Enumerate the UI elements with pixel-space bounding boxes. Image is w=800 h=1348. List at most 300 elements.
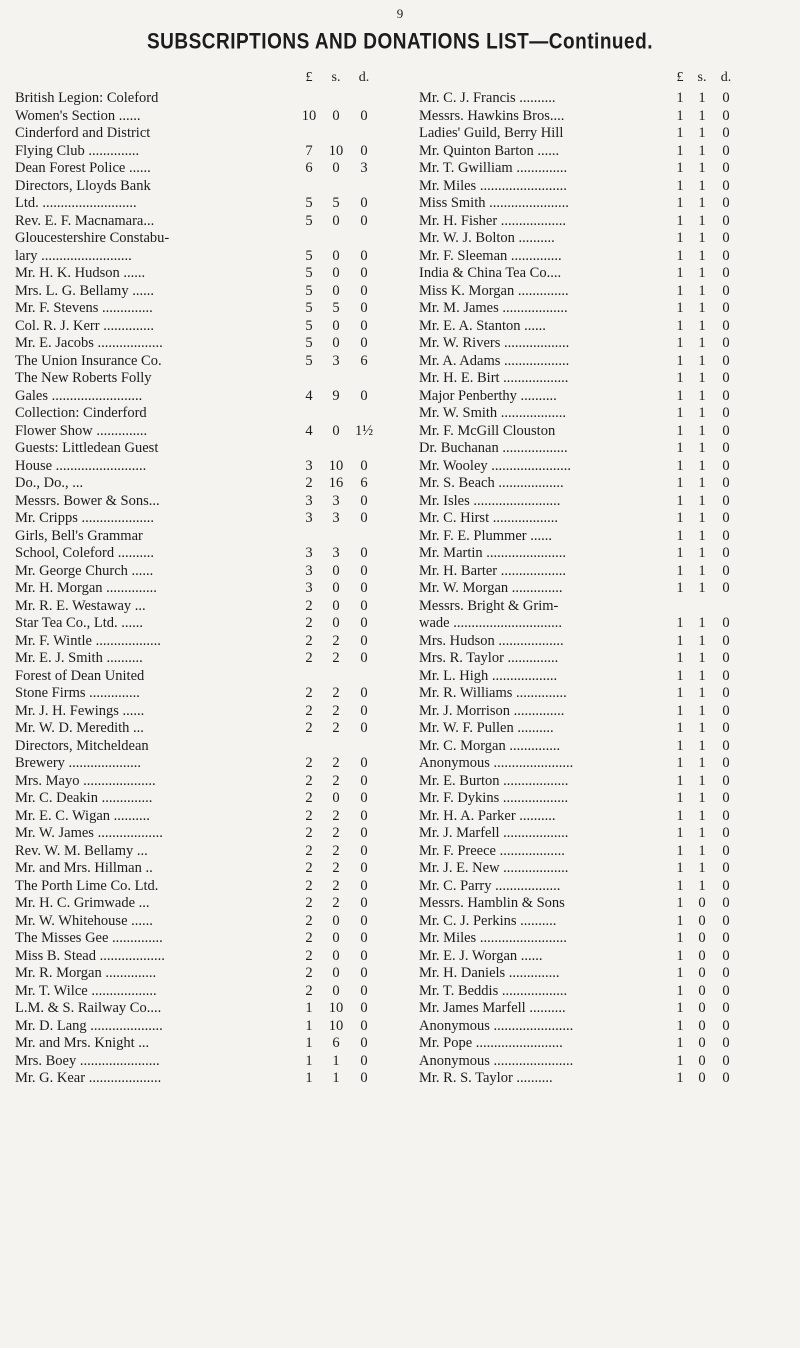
pounds-value: 1 [676, 772, 684, 789]
pounds-value: 5 [305, 352, 313, 369]
pence-value: 0 [360, 562, 368, 579]
donation-row [15, 213, 395, 231]
donor-name: Rev. E. F. Macnamara... [15, 212, 155, 229]
pence-value: 0 [360, 247, 368, 264]
donor-name: Miss B. Stead .................. [15, 947, 165, 964]
shillings-value: 2 [332, 650, 340, 666]
donation-row [15, 948, 395, 966]
donor-name: Mr. S. Beach .................. [419, 475, 564, 491]
pounds-value: 2 [305, 475, 313, 491]
donation-row [15, 423, 395, 441]
pence-value: 0 [722, 440, 730, 456]
pounds-value: 7 [305, 142, 313, 159]
pounds-value: 1 [676, 195, 684, 211]
donation-row [419, 685, 793, 703]
donation-row [15, 370, 395, 388]
shillings-value: 2 [332, 842, 340, 859]
pence-header: d. [720, 70, 732, 85]
donation-row [15, 860, 395, 878]
shillings-value: 1 [698, 667, 706, 684]
donor-name: Mr. G. Kear .................... [15, 1070, 162, 1086]
donor-name: Mr. H. Morgan .............. [15, 580, 157, 596]
donation-row [15, 458, 395, 476]
donation-row [419, 405, 793, 423]
donation-row [419, 615, 793, 633]
pence-value: 0 [722, 650, 730, 666]
pounds-value: 2 [305, 825, 313, 841]
shillings-value: 1 [698, 457, 706, 474]
donation-row [419, 895, 793, 913]
pence-header: d. [358, 70, 370, 85]
pence-value: 0 [722, 912, 730, 929]
donor-name: Mr. J. E. New .................. [419, 860, 569, 876]
pounds-value: 1 [676, 1052, 684, 1069]
shillings-value: 0 [332, 422, 340, 439]
donation-row [15, 615, 395, 633]
pounds-value: 3 [305, 457, 313, 474]
pence-value: 0 [722, 405, 730, 421]
pounds-value: 2 [305, 807, 313, 824]
donor-name: lary ......................... [15, 247, 132, 264]
donor-name: Mr. F. Sleeman .............. [419, 247, 562, 264]
donor-name: wade .............................. [419, 615, 562, 631]
pence-value: 0 [722, 90, 730, 106]
pence-value: 0 [722, 790, 730, 806]
donation-row [419, 808, 793, 826]
shillings-value: 0 [332, 912, 340, 929]
donation-row [419, 370, 793, 388]
shillings-value: 1 [698, 842, 706, 859]
donation-row [15, 405, 395, 423]
pence-value: 0 [722, 300, 730, 316]
donor-name: Mr. W. Rivers .................. [419, 335, 570, 351]
donor-name: Mr. W. F. Pullen .......... [419, 720, 554, 736]
donor-name: British Legion: Coleford [15, 90, 159, 106]
donor-name: Mr. E. Jacobs .................. [15, 335, 163, 351]
pence-value: 0 [360, 265, 368, 281]
shillings-value: 0 [698, 1017, 706, 1034]
donor-name: Mr. H. K. Hudson ...... [15, 265, 146, 281]
donor-name: Mr. Miles ........................ [419, 930, 567, 946]
donation-row [419, 493, 793, 511]
donation-row [15, 1070, 395, 1088]
donor-name: Mr. H. Fisher .................. [419, 212, 567, 229]
shillings-value: 0 [332, 615, 340, 631]
pence-value: 6 [360, 352, 368, 369]
donor-name: Mr. W. Smith .................. [419, 405, 567, 421]
donation-row [15, 1000, 395, 1018]
pounds-value: 5 [305, 282, 313, 299]
donor-name: Messrs. Hawkins Bros.... [419, 107, 565, 124]
pounds-value: 4 [305, 387, 313, 404]
shillings-value: 2 [332, 685, 340, 701]
donor-name: Mr. R. Morgan .............. [15, 965, 157, 981]
pence-value: 0 [722, 930, 730, 946]
pounds-value: 1 [676, 370, 684, 386]
shillings-value: 0 [332, 265, 340, 281]
shillings-value: 1 [698, 440, 706, 456]
donation-row [419, 563, 793, 581]
pounds-value: 1 [676, 317, 684, 334]
pounds-value: 2 [305, 772, 313, 789]
pounds-value: 1 [676, 107, 684, 124]
pounds-value: 2 [305, 615, 313, 631]
shillings-header: s. [697, 70, 707, 85]
pounds-value: 1 [676, 615, 684, 631]
donor-name: Mr. H. Daniels .............. [419, 965, 560, 981]
pounds-value: 1 [676, 527, 684, 544]
pounds-value: 1 [676, 545, 684, 561]
donor-name: School, Coleford .......... [15, 545, 154, 561]
donation-row [419, 930, 793, 948]
pounds-value: 4 [305, 422, 313, 439]
pence-value: 0 [360, 755, 368, 771]
donation-row [15, 843, 395, 861]
pounds-value: 2 [305, 632, 313, 649]
pence-value: 0 [722, 1000, 730, 1016]
donation-row [15, 650, 395, 668]
donor-name: Mr. H. A. Parker .......... [419, 807, 556, 824]
pounds-value: 3 [305, 492, 313, 509]
pounds-value: 3 [305, 545, 313, 561]
donor-name: Mr. H. C. Grimwade ... [15, 895, 150, 911]
shillings-value: 0 [698, 947, 706, 964]
pounds-value: 1 [676, 230, 684, 246]
pounds-value: 1 [676, 895, 684, 911]
pounds-value: 1 [676, 125, 684, 141]
pounds-value: 1 [676, 212, 684, 229]
donor-name: Anonymous ...................... [419, 1052, 574, 1069]
pounds-value: 1 [676, 702, 684, 719]
pence-value: 0 [360, 580, 368, 596]
pounds-value: 2 [305, 755, 313, 771]
donor-name: Mr. C. J. Francis .......... [419, 90, 556, 106]
pounds-value: 1 [676, 562, 684, 579]
pence-value: 0 [722, 107, 730, 124]
pence-value: 0 [360, 195, 368, 211]
donation-row [15, 160, 395, 178]
donation-row [419, 580, 793, 598]
pounds-value: 1 [676, 982, 684, 999]
pence-value: 0 [722, 370, 730, 386]
shillings-value: 16 [328, 475, 344, 491]
shillings-value: 2 [332, 807, 340, 824]
pence-value: 0 [722, 422, 730, 439]
donor-name: Mr. C. J. Perkins .......... [419, 912, 557, 929]
shillings-value: 10 [328, 1000, 344, 1016]
pounds-value: 1 [305, 1070, 313, 1086]
donor-name: Women's Section ...... [15, 107, 141, 124]
donor-name: Mr. C. Parry .................. [419, 877, 561, 894]
donation-row [419, 125, 793, 143]
donor-name: Mr. E. A. Stanton ...... [419, 317, 546, 334]
donation-row [419, 668, 793, 686]
pence-value: 0 [360, 965, 368, 981]
pence-value: 0 [722, 895, 730, 911]
donor-name: Mr. F. Stevens .............. [15, 300, 153, 316]
pounds-value: 1 [676, 825, 684, 841]
pounds-value: 1 [676, 1070, 684, 1086]
donor-name: Messrs. Bower & Sons... [15, 492, 160, 509]
pence-value: 0 [722, 510, 730, 526]
shillings-value: 2 [332, 702, 340, 719]
donation-row [419, 650, 793, 668]
pounds-value: 1 [676, 160, 684, 176]
pounds-value: 2 [305, 947, 313, 964]
shillings-value: 1 [698, 492, 706, 509]
pence-value: 0 [360, 982, 368, 999]
donor-name: Mr. R. Williams .............. [419, 685, 567, 701]
pence-value: 0 [360, 615, 368, 631]
pounds-value: 1 [676, 790, 684, 806]
donor-name: Cinderford and District [15, 125, 151, 141]
shillings-value: 1 [698, 615, 706, 631]
donation-row [419, 983, 793, 1001]
donation-row [419, 965, 793, 983]
pounds-value: 1 [676, 510, 684, 526]
donation-row [15, 493, 395, 511]
donor-name: Forest of Dean United [15, 667, 145, 684]
pounds-value: 1 [676, 860, 684, 876]
donation-row [15, 283, 395, 301]
shillings-value: 0 [698, 1052, 706, 1069]
pence-value: 0 [360, 387, 368, 404]
donor-name: The Porth Lime Co. Ltd. [15, 877, 159, 894]
donor-name: Mrs. Mayo .................... [15, 772, 156, 789]
pence-value: 0 [360, 492, 368, 509]
donor-name: Mr. E. C. Wigan .......... [15, 807, 150, 824]
shillings-value: 1 [698, 860, 706, 876]
donor-name: Ladies' Guild, Berry Hill [419, 125, 564, 141]
donor-name: Mr. T. Beddis .................. [419, 982, 568, 999]
donor-name: Mr. Martin ...................... [419, 545, 567, 561]
pounds-value: 1 [676, 247, 684, 264]
pence-value: 0 [722, 825, 730, 841]
shillings-value: 0 [698, 930, 706, 946]
pounds-value: 1 [676, 265, 684, 281]
shillings-value: 0 [332, 160, 340, 176]
pence-value: 0 [360, 1000, 368, 1016]
shillings-value: 1 [332, 1052, 340, 1069]
donation-row [419, 948, 793, 966]
shillings-value: 2 [332, 895, 340, 911]
pence-value: 0 [360, 842, 368, 859]
donation-row [15, 265, 395, 283]
donation-row [419, 878, 793, 896]
pence-value: 3 [360, 160, 368, 176]
donor-name: Mrs. R. Taylor .............. [419, 650, 559, 666]
pounds-value: 1 [676, 930, 684, 946]
donation-row [15, 598, 395, 616]
pounds-value: 2 [305, 877, 313, 894]
shillings-value: 1 [698, 422, 706, 439]
pounds-value: 3 [305, 580, 313, 596]
page-number: 9 [396, 6, 404, 21]
donation-row [15, 965, 395, 983]
donation-row [15, 318, 395, 336]
shillings-value: 1 [698, 387, 706, 404]
donor-name: Mr. H. E. Birt .................. [419, 370, 569, 386]
pounds-value: 1 [676, 387, 684, 404]
shillings-value: 1 [698, 702, 706, 719]
shillings-value: 0 [332, 947, 340, 964]
donation-row [419, 300, 793, 318]
pence-value: 0 [722, 195, 730, 211]
donation-row [15, 230, 395, 248]
shillings-value: 1 [698, 877, 706, 894]
donor-name: Mr. C. Hirst .................. [419, 510, 558, 526]
pounds-value: 2 [305, 790, 313, 806]
pence-value: 0 [722, 580, 730, 596]
pence-value: 0 [722, 982, 730, 999]
donor-name: L.M. & S. Railway Co.... [15, 1000, 162, 1016]
pence-value: 0 [360, 142, 368, 159]
pence-value: 0 [360, 860, 368, 876]
donor-name: Mr. R. S. Taylor .......... [419, 1070, 553, 1086]
donation-row [15, 248, 395, 266]
pence-value: 0 [360, 930, 368, 946]
pounds-value: 1 [676, 440, 684, 456]
donor-name: Mr. F. E. Plummer ...... [419, 527, 552, 544]
donation-row [419, 1070, 793, 1088]
shillings-value: 2 [332, 825, 340, 841]
donation-row [419, 195, 793, 213]
pounds-value: 1 [676, 755, 684, 771]
pounds-value: 1 [676, 720, 684, 736]
donor-name: Mr. J. Morrison .............. [419, 702, 565, 719]
donor-name: Mr. J. H. Fewings ...... [15, 702, 145, 719]
pounds-header: £ [676, 70, 684, 85]
shillings-value: 1 [698, 352, 706, 369]
donor-name: Mr. H. Barter .................. [419, 562, 566, 579]
pounds-value: 5 [305, 195, 313, 211]
shillings-value: 0 [332, 965, 340, 981]
shillings-value: 2 [332, 720, 340, 736]
shillings-value: 6 [332, 1035, 340, 1051]
donation-row [419, 755, 793, 773]
donation-row [419, 353, 793, 371]
pence-value: 0 [722, 965, 730, 981]
donation-row [419, 213, 793, 231]
pence-value: 0 [722, 125, 730, 141]
shillings-value: 1 [698, 160, 706, 176]
shillings-value: 0 [698, 965, 706, 981]
pounds-value: 2 [305, 685, 313, 701]
donation-row [15, 90, 395, 108]
shillings-value: 3 [332, 545, 340, 561]
shillings-value: 1 [698, 370, 706, 386]
pounds-value: 1 [676, 965, 684, 981]
donation-row [419, 318, 793, 336]
donation-row [419, 720, 793, 738]
donor-name: Dean Forest Police ...... [15, 160, 151, 176]
donor-name: Mr. R. E. Westaway ... [15, 597, 146, 614]
shillings-value: 0 [332, 247, 340, 264]
pence-value: 0 [360, 702, 368, 719]
shillings-value: 1 [698, 90, 706, 106]
donor-name: Mr. T. Gwilliam .............. [419, 160, 568, 176]
donation-row [419, 1035, 793, 1053]
donor-name: The Misses Gee .............. [15, 930, 163, 946]
donation-row [15, 808, 395, 826]
shillings-value: 1 [698, 825, 706, 841]
pence-value: 0 [360, 1017, 368, 1034]
donation-row [419, 1000, 793, 1018]
pence-value: 0 [360, 317, 368, 334]
pence-value: 0 [360, 510, 368, 526]
pence-value: 0 [722, 282, 730, 299]
donation-row [15, 440, 395, 458]
pence-value: 0 [360, 212, 368, 229]
donor-name: House ......................... [15, 457, 147, 474]
pence-value: 0 [722, 720, 730, 736]
donation-row [419, 703, 793, 721]
shillings-value: 10 [328, 1017, 344, 1034]
donation-row [419, 108, 793, 126]
donor-name: Gloucestershire Constabu- [15, 230, 170, 246]
shillings-value: 2 [332, 755, 340, 771]
donor-name: Mr. and Mrs. Knight ... [15, 1035, 150, 1051]
donor-name: India & China Tea Co.... [419, 265, 562, 281]
donor-name: Girls, Bell's Grammar [15, 527, 143, 544]
donor-name: Star Tea Co., Ltd. ...... [15, 615, 143, 631]
donation-row [15, 1035, 395, 1053]
donor-name: Rev. W. M. Bellamy ... [15, 842, 148, 859]
shillings-value: 2 [332, 772, 340, 789]
donation-row [15, 878, 395, 896]
shillings-value: 0 [332, 930, 340, 946]
donation-row [15, 1053, 395, 1071]
donation-row [419, 423, 793, 441]
donation-row [15, 528, 395, 546]
pounds-value: 3 [305, 562, 313, 579]
donation-row [419, 545, 793, 563]
pence-value: 0 [722, 615, 730, 631]
pounds-value: 6 [305, 160, 313, 176]
donor-name: Mr. D. Lang .................... [15, 1017, 163, 1034]
shillings-value: 1 [332, 1070, 340, 1086]
donation-row [419, 790, 793, 808]
donor-name: Do., Do., ... [15, 475, 84, 491]
pence-value: 0 [360, 1070, 368, 1086]
donation-row [419, 633, 793, 651]
pounds-value: 1 [305, 1052, 313, 1069]
donation-row [15, 125, 395, 143]
shillings-value: 1 [698, 212, 706, 229]
pence-value: 0 [722, 860, 730, 876]
donor-name: Messrs. Bright & Grim- [419, 597, 559, 614]
pence-value: 0 [722, 177, 730, 194]
donation-row [419, 230, 793, 248]
donor-name: Mr. W. D. Meredith ... [15, 720, 144, 736]
pounds-value: 1 [305, 1000, 313, 1016]
donor-name: Mr. L. High .................. [419, 667, 558, 684]
shillings-value: 0 [698, 895, 706, 911]
donation-row [15, 300, 395, 318]
shillings-value: 2 [332, 877, 340, 894]
donation-row [419, 178, 793, 196]
shillings-value: 0 [332, 562, 340, 579]
pence-value: 0 [722, 772, 730, 789]
pence-value: 0 [360, 1035, 368, 1051]
pounds-value: 1 [676, 580, 684, 596]
pence-value: 0 [360, 632, 368, 649]
pounds-value: 1 [676, 1017, 684, 1034]
donor-name: Mr. M. James .................. [419, 300, 568, 316]
donor-name: Stone Firms .............. [15, 685, 140, 701]
shillings-value: 1 [698, 335, 706, 351]
shillings-value: 1 [698, 720, 706, 736]
